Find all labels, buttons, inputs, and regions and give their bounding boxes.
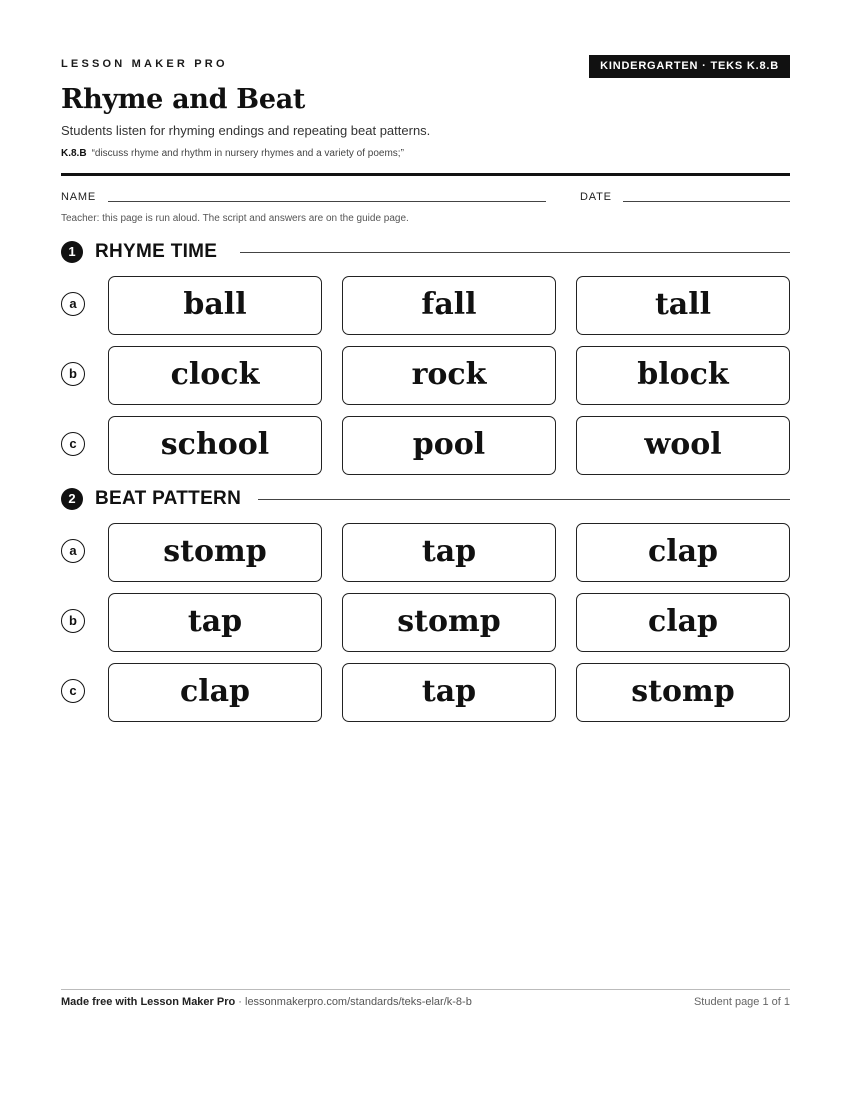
word-card: wool bbox=[576, 416, 790, 475]
header bbox=[61, 55, 790, 79]
item-letter: c bbox=[61, 432, 85, 456]
date-label: DATE bbox=[580, 191, 612, 203]
section-title: RHYME TIME bbox=[95, 241, 218, 262]
footer bbox=[61, 996, 790, 1008]
section-title: BEAT PATTERN bbox=[95, 488, 242, 509]
footer-divider bbox=[61, 989, 790, 990]
standard-code: K.8.B bbox=[61, 148, 87, 159]
section-number: 1 bbox=[61, 241, 83, 263]
item-letter: c bbox=[61, 679, 85, 703]
page-number: Student page 1 of 1 bbox=[693, 996, 790, 1008]
section-rhyme-time bbox=[61, 240, 790, 264]
word-card: stomp bbox=[108, 523, 322, 582]
page-title: Rhyme and Beat bbox=[61, 84, 306, 115]
teacher-note: Teacher: this page is run aloud. The script and answers are on the guide page. bbox=[61, 213, 409, 224]
name-label: NAME bbox=[61, 191, 96, 203]
section-number: 2 bbox=[61, 488, 83, 510]
section-divider bbox=[258, 499, 790, 500]
word-card: rock bbox=[342, 346, 556, 405]
word-card: stomp bbox=[576, 663, 790, 722]
beat-item-b bbox=[61, 593, 790, 653]
item-letter: b bbox=[61, 609, 85, 633]
worksheet-page bbox=[61, 0, 790, 1100]
rhyme-item-b bbox=[61, 346, 790, 406]
word-card: clap bbox=[576, 593, 790, 652]
page-subtitle: Students listen for rhyming endings and repeating beat patterns. bbox=[61, 123, 431, 138]
word-card: ball bbox=[108, 276, 322, 335]
item-letter: a bbox=[61, 292, 85, 316]
name-field[interactable] bbox=[108, 201, 546, 202]
word-card: school bbox=[108, 416, 322, 475]
word-card: stomp bbox=[342, 593, 556, 652]
word-card: clock bbox=[108, 346, 322, 405]
brand-name: LESSON MAKER PRO bbox=[61, 58, 228, 70]
item-letter: b bbox=[61, 362, 85, 386]
word-card: tap bbox=[342, 663, 556, 722]
grade-badge: KINDERGARTEN · TEKS K.8.B bbox=[589, 55, 790, 78]
word-card: tap bbox=[108, 593, 322, 652]
footer-separator: · bbox=[235, 996, 245, 1008]
section-beat-pattern bbox=[61, 487, 790, 511]
word-card: clap bbox=[108, 663, 322, 722]
name-date-row bbox=[61, 190, 790, 206]
beat-item-a bbox=[61, 523, 790, 583]
footer-made-with: Made free with Lesson Maker Pro bbox=[61, 996, 236, 1008]
date-field[interactable] bbox=[623, 201, 790, 202]
rhyme-item-a bbox=[61, 276, 790, 336]
header-divider bbox=[61, 173, 790, 176]
word-card: tap bbox=[342, 523, 556, 582]
word-card: clap bbox=[576, 523, 790, 582]
word-card: pool bbox=[342, 416, 556, 475]
footer-url-link[interactable]: lessonmakerpro.com/standards/teks-elar/k-8-b bbox=[245, 996, 472, 1008]
word-card: block bbox=[576, 346, 790, 405]
section-divider bbox=[240, 252, 790, 253]
beat-item-c bbox=[61, 663, 790, 723]
standard-text: “discuss rhyme and rhythm in nursery rhymes and a variety of poems;” bbox=[91, 148, 404, 159]
rhyme-item-c bbox=[61, 416, 790, 476]
word-card: tall bbox=[576, 276, 790, 335]
standard-line bbox=[61, 148, 404, 159]
word-card: fall bbox=[342, 276, 556, 335]
item-letter: a bbox=[61, 539, 85, 563]
